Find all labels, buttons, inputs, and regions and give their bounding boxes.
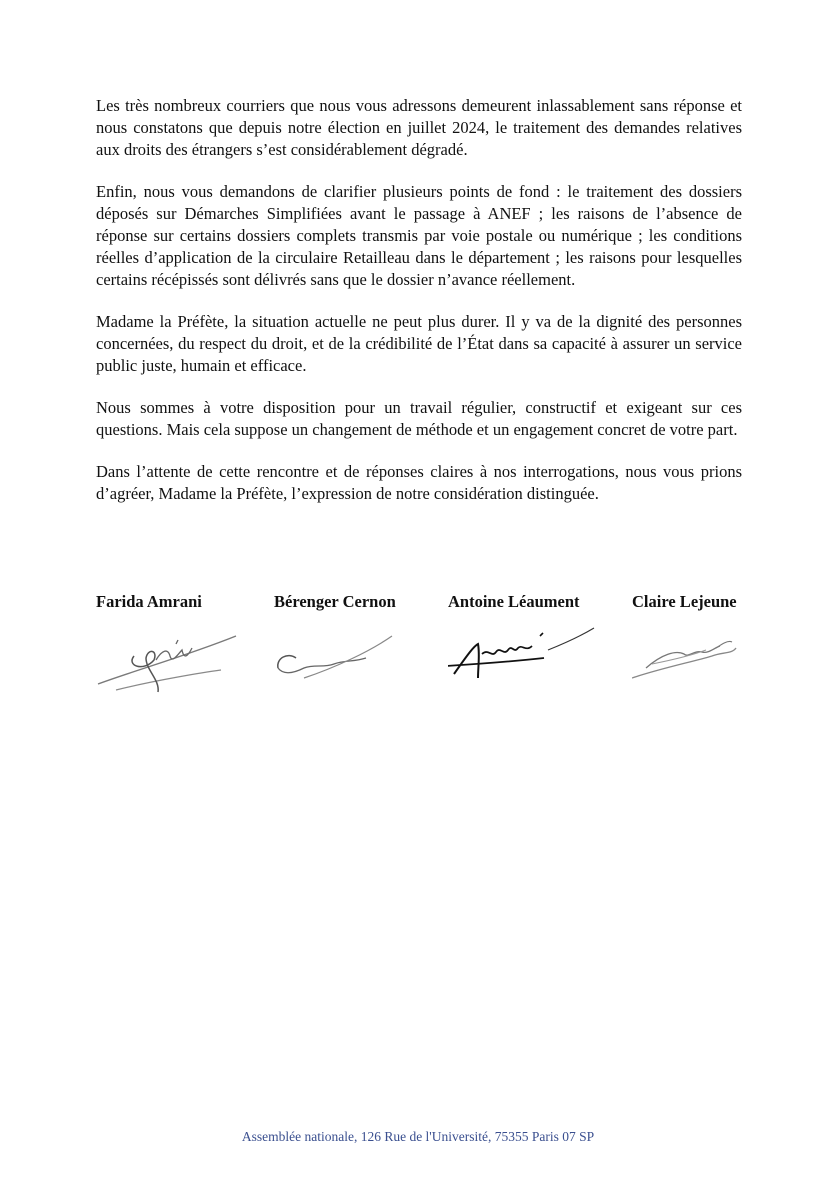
signer-claire-lejeune [632,592,752,692]
signature-claire-lejeune [632,624,752,692]
paragraph: Enfin, nous vous demandons de clarifier plusieurs points de fond : le traitement des dossiers déposés sur Démarches Simplifiées avant le passage à ANEF ; les raisons de l’absence de réponse sur certains dossiers complets transmis par voie postale ou numérique ; les conditions réelles d’application de la circulaire Retailleau dans le département ; les raisons pour lesquelles certains récépissés sont délivrés sans que le dossier n’avance réellement. [96,182,742,289]
signature-berenger-cernon [274,622,414,692]
paragraph: Madame la Préfète, la situation actuelle ne peut plus durer. Il y va de la dignité des personnes concernées, du respect du droit, et de la crédibilité de l’État dans sa capacité à assurer un service public juste, humain et efficace. [96,312,742,375]
paragraph: Les très nombreux courriers que nous vous adressons demeurent inlassablement sans réponse et nous constatons que depuis notre élection en juillet 2024, le traitement des demandes relatives aux droits des étrangers s’est considérablement dégradé. [96,96,742,159]
signer-name: Claire Lejeune [632,592,737,611]
paragraph: Dans l’attente de cette rencontre et de réponses claires à nos interrogations, nous vous prions d’agréer, Madame la Préfète, l’expression de notre considération distinguée. [96,462,742,503]
footer-address: Assemblée nationale, 126 Rue de l'Université, 75355 Paris 07 SP [241,1129,595,1144]
signer-name: Bérenger Cernon [274,592,396,611]
signature-farida-amrani [96,620,246,700]
signer-antoine-leaument [448,592,598,690]
signer-farida-amrani [96,592,246,700]
signature-antoine-leaument [448,618,598,690]
signatories [96,592,746,702]
paragraph: Nous sommes à votre disposition pour un travail régulier, constructif et exigeant sur ces questions. Mais cela suppose un changement de méthode et un engagement concret de votre part. [96,398,742,439]
signer-berenger-cernon [274,592,414,692]
letter-body [96,95,742,525]
signer-name: Farida Amrani [96,592,202,611]
signer-name: Antoine Léaument [448,592,580,611]
